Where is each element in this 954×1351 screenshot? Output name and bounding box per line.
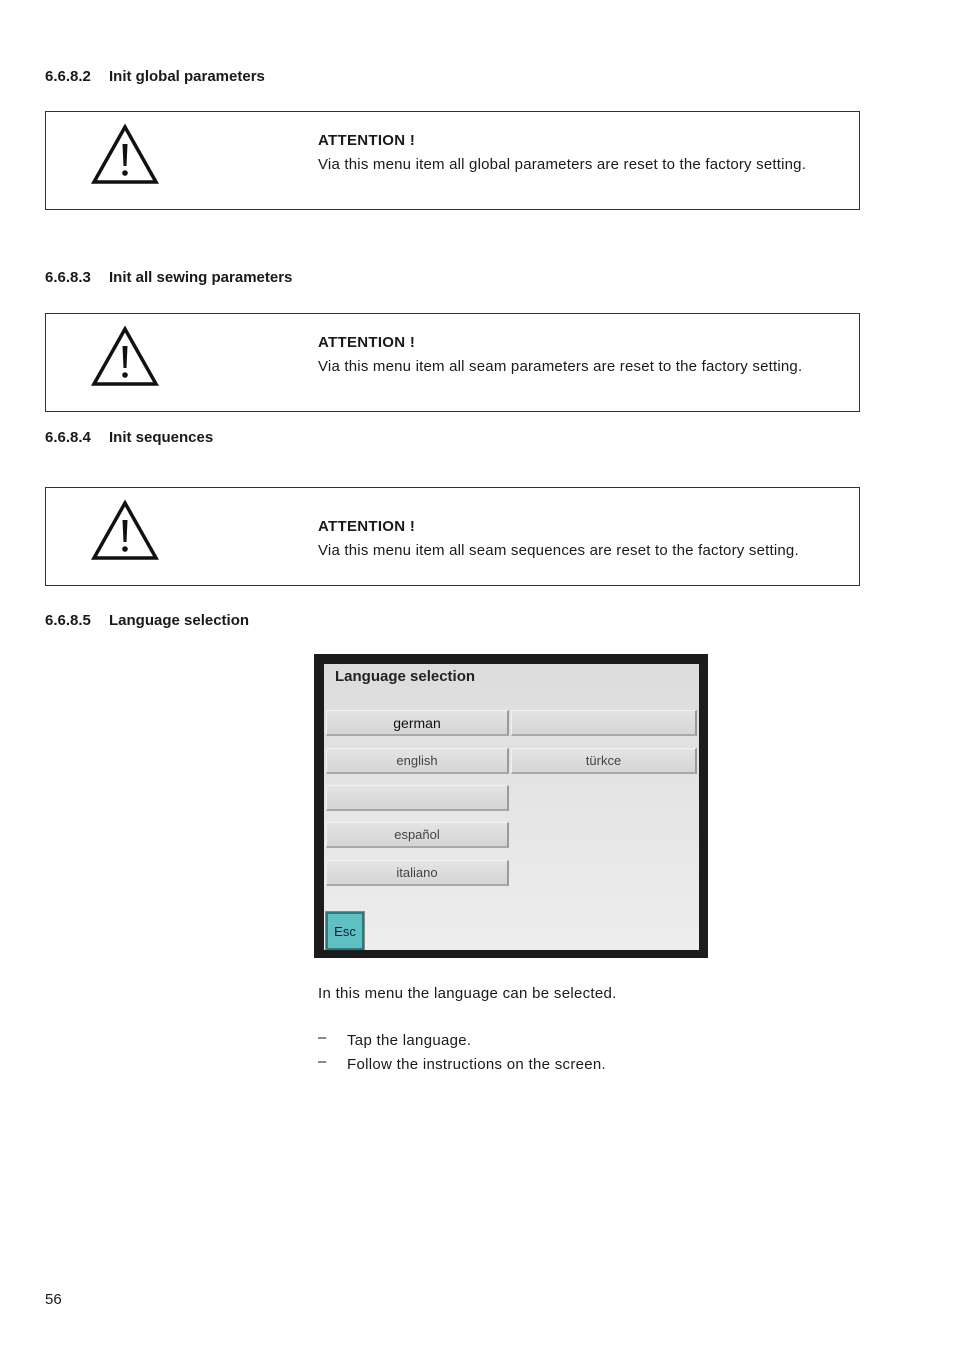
warning-text	[318, 518, 863, 559]
section-number: 6.6.8.3	[45, 269, 91, 286]
warning-body: Via this menu item all seam sequences are reset to the factory setting.	[318, 542, 799, 559]
language-button-english[interactable]: english	[326, 748, 509, 774]
warning-icon	[91, 500, 159, 562]
dash-bullet: –	[318, 1029, 327, 1046]
language-button-german[interactable]: german	[326, 710, 509, 736]
section-number: 6.6.8.2	[45, 68, 91, 85]
warning-title: ATTENTION !	[318, 132, 416, 149]
section-heading-init-global	[45, 68, 265, 85]
section-heading-language	[45, 612, 249, 629]
step-text: Follow the instructions on the screen.	[347, 1056, 607, 1073]
page-number: 56	[45, 1291, 62, 1308]
list-item	[318, 1029, 606, 1056]
esc-button[interactable]: Esc	[326, 912, 364, 950]
section-title: Init sequences	[109, 429, 214, 446]
warning-icon	[91, 326, 159, 388]
language-selection-screenshot	[314, 654, 708, 958]
language-button-empty-top-right[interactable]	[511, 710, 697, 736]
section-number: 6.6.8.5	[45, 612, 91, 629]
warning-body: Via this menu item all global parameters are reset to the factory setting.	[318, 156, 807, 173]
warning-box-global	[45, 111, 860, 210]
language-button-turkce[interactable]: türkce	[511, 748, 697, 774]
language-button-empty[interactable]	[326, 785, 509, 811]
warning-text	[318, 334, 863, 375]
section-number: 6.6.8.4	[45, 429, 91, 446]
section-heading-init-sewing	[45, 269, 292, 286]
warning-title: ATTENTION !	[318, 518, 416, 535]
steps-list	[318, 1029, 607, 1080]
dash-bullet: –	[318, 1053, 327, 1070]
warning-title: ATTENTION !	[318, 334, 416, 351]
section-title: Language selection	[109, 612, 250, 629]
step-text: Tap the language.	[347, 1032, 472, 1049]
section-title: Init all sewing parameters	[109, 269, 293, 286]
language-button-espanol[interactable]: español	[326, 822, 509, 848]
screen-display	[324, 664, 699, 950]
screen-title: Language selection	[335, 668, 476, 685]
warning-icon	[91, 124, 159, 186]
list-item	[318, 1053, 607, 1080]
warning-body: Via this menu item all seam parameters are reset to the factory setting.	[318, 358, 803, 375]
section-heading-init-sequences	[45, 429, 213, 446]
intro-text: In this menu the language can be selected.	[318, 985, 617, 1002]
warning-text	[318, 132, 863, 173]
warning-box-sewing	[45, 313, 860, 412]
section-title: Init global parameters	[109, 68, 265, 85]
language-button-italiano[interactable]: italiano	[326, 860, 509, 886]
warning-box-sequences	[45, 487, 860, 586]
